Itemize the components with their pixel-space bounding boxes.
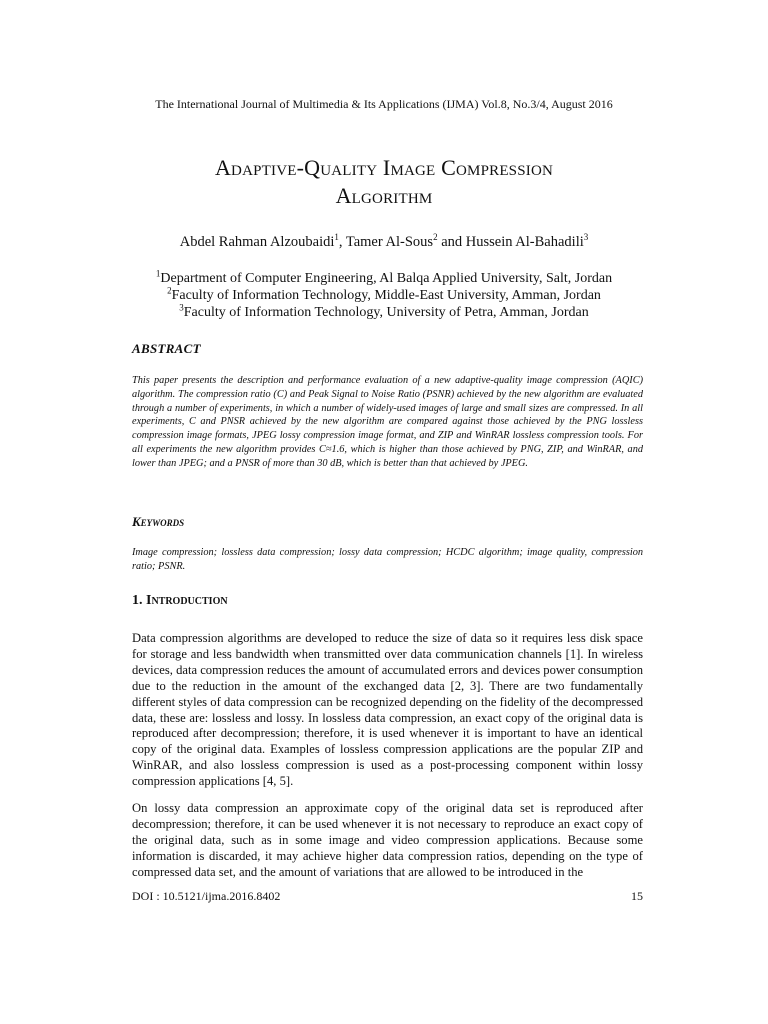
abstract-body: This paper presents the description and performance evaluation of a new adaptive-quality image compression (AQIC) algorithm. The compression ratio (C) and Peak Signal to Noise Ratio (PSNR) achieved by the new algorithm are evaluated through a number of experiments, in which a number of widely-used images of large and small sizes are compressed. In all experiments, C and PNSR achieved by the new algorithm are compared against those achieved by the PNG lossless compression image formats, JPEG lossy compression image format, and ZIP and WinRAR lossless compression tools. For all experiments the new algorithm provides C≈1.6, which is higher than those achieved by PNG, ZIP, and WinRAR, and lower than JPEG; and a PNSR of more than 30 dB, which is better than that achieved by JPEG. [132,375,643,469]
affiliation-marker: 2 [167,285,172,296]
author-list [0,232,768,252]
paper-title-line-2: Algorithm [335,183,433,208]
abstract-heading: ABSTRACT [132,341,201,356]
intro-paragraph-1: Data compression algorithms are developed to reduce the size of data so it requires less disk space for storage and less bandwidth when transmitted over data communication channels [1]. In wireless devices, data compression reduces the amount of accumulated errors and devices power consumption due to the reduction in the amount of the exchanged data [2, 3]. There are two fundamentally different styles of data compression can be recognized depending on the fidelity of the decompressed data, these are: lossless and lossy. In lossless data compression, an exact copy of the original data is reproduced after decompression; therefore, it is used whenever it is important to have an identical copy of the original data. Examples of lossless compression applications are the popular ZIP and WinRAR, and also lossless compression is used as a post-processing component within lossy compression applications [4, 5]. [132,631,643,789]
paper-title-line-1: Adaptive-Quality Image Compression [214,155,554,180]
introduction-heading [132,593,228,609]
author-separator: , [338,234,346,250]
intro-paragraph-2: On lossy data compression an approximate copy of the original data set is reproduced after decompression; therefore, it can be used whenever it is not necessary to reproduce an exact copy of the original data, such as in some image and video compression applications. Because some information is discarded, it may achieve higher data compression ratios, depending on the type of compressed data set, and the amount of variations that are allowed to be introduced in the [132,801,643,879]
affiliation-text: Faculty of Information Technology, Middle-East University, Amman, Jordan [171,288,601,303]
affiliation-text: Department of Computer Engineering, Al Balqa Applied University, Salt, Jordan [160,271,613,286]
affiliation-item [0,287,768,304]
affiliation-marker: 3 [179,302,184,313]
affiliation-item [0,270,768,287]
paper-title [100,154,668,210]
doi-footer: DOI : 10.5121/ijma.2016.8402 [132,889,281,903]
author-name: Hussein Al-Bahadili [465,234,584,250]
section-number: 1. [132,593,143,608]
author-affiliation-marker: 1 [334,232,339,243]
keywords-heading: Keywords [132,514,185,529]
affiliation-list [0,270,768,321]
author-name: Abdel Rahman Alzoubaidi [179,234,335,250]
section-title: Introduction [146,593,228,608]
affiliation-marker: 1 [155,268,161,279]
affiliation-item [0,304,768,321]
author-separator: and [437,234,466,250]
affiliation-text: Faculty of Information Technology, University of Petra, Amman, Jordan [183,305,589,320]
journal-header: The International Journal of Multimedia & Its Applications (IJMA) Vol.8, No.3/4, August 2016 [155,97,613,111]
author-name: Tamer Al-Sous [345,234,434,250]
page-number: 15 [631,889,643,903]
keywords-body: Image compression; lossless data compression; lossy data compression; HCDC algorithm; image quality, compression ratio; PSNR. [132,547,643,572]
author-affiliation-marker: 2 [433,232,438,243]
author-affiliation-marker: 3 [583,232,589,243]
